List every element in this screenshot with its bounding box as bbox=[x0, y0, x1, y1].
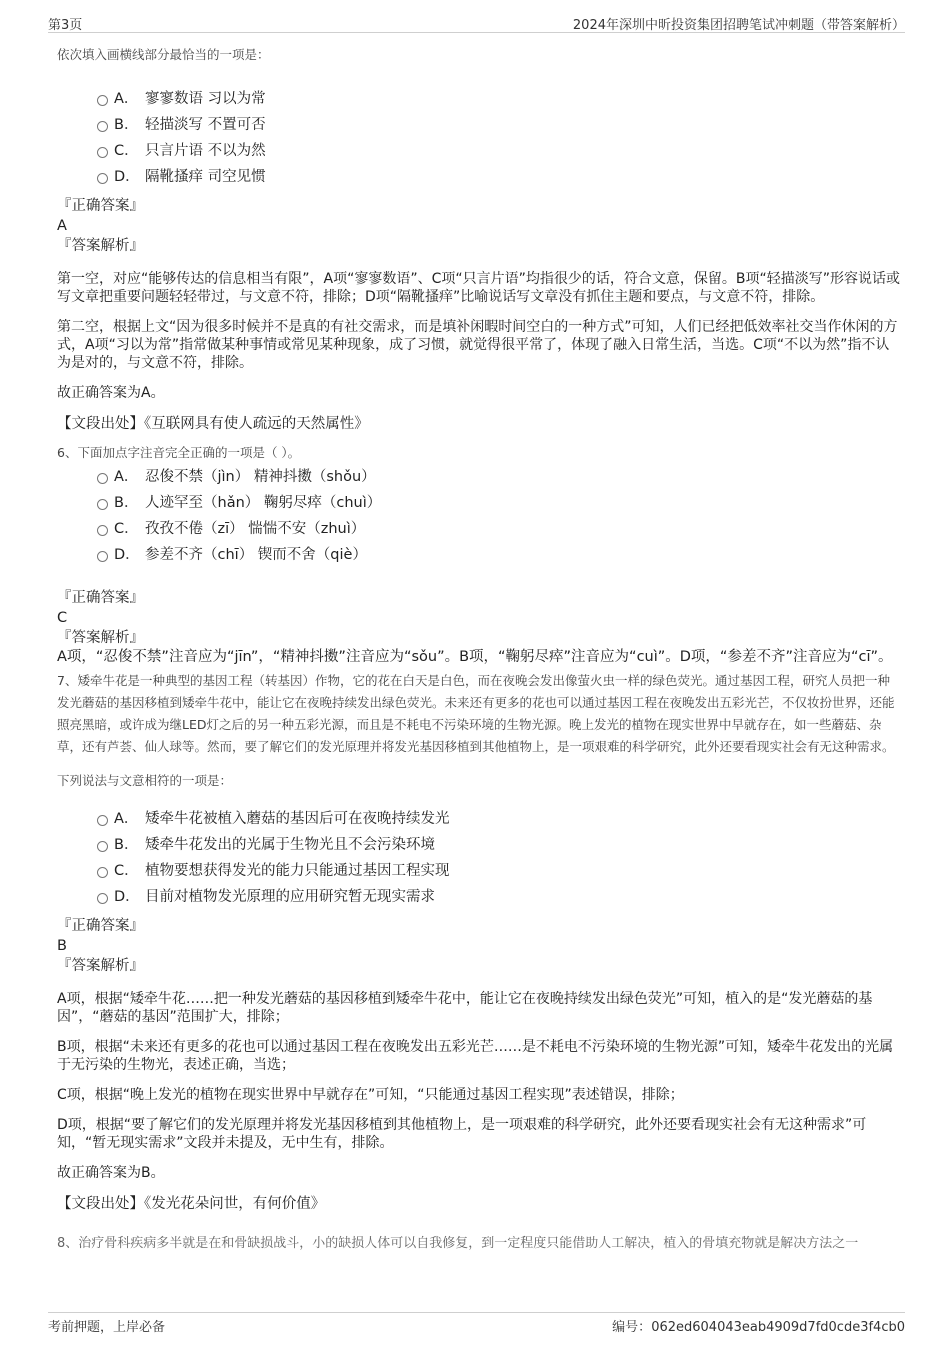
q7-stem: 下列说法与文意相符的一项是： bbox=[57, 773, 233, 788]
q5-analysis-label: 『答案解析』 bbox=[57, 238, 144, 254]
q5-answer-label: 『正确答案』 bbox=[57, 198, 144, 214]
option-letter: B． bbox=[114, 495, 139, 511]
analysis-paragraph: B项，根据“未来还有更多的花也可以通过基因工程在夜晚发出五彩光芒……是不耗电不污染环境的生物光源”可知，矮牵牛花发出的光属于无污染的生物光，表述正确，当选； bbox=[57, 1039, 894, 1073]
q6-answer: C bbox=[57, 610, 68, 626]
footer-slogan: 考前押题，上岸必备 bbox=[48, 1320, 166, 1335]
q7-options bbox=[57, 806, 902, 910]
q5-analysis bbox=[57, 270, 902, 402]
option-letter: C． bbox=[114, 863, 139, 879]
q7-source: 【文段出处】《发光花朵问世，有何价值》 bbox=[57, 1196, 326, 1212]
option-b[interactable] bbox=[57, 490, 902, 516]
radio-button-icon[interactable] bbox=[97, 841, 108, 852]
analysis-paragraph: A项，“忍俊不禁”注音应为“jīn”，“精神抖擞”注音应为“sǒu”。B项，“鞠躬尽瘁”注音应为“cuì”。D项，“参差不齐”注音应为“cī”。 bbox=[57, 649, 893, 665]
page-number: 第3页 bbox=[48, 18, 83, 33]
q5-source: 【文段出处】《互联网具有使人疏远的天然属性》 bbox=[57, 416, 369, 432]
radio-button-icon[interactable] bbox=[97, 893, 108, 904]
analysis-paragraph: D项，根据“要了解它们的发光原理并将发光基因移植到其他植物上，是一项艰难的科学研究，此外还要看现实社会有无这种需求”可知，“暂无现实需求”文段并未提及，无中生有，排除。 bbox=[57, 1117, 867, 1151]
q6-options bbox=[57, 464, 902, 568]
q6-analysis bbox=[57, 648, 902, 666]
option-letter: D． bbox=[114, 169, 140, 185]
page-footer bbox=[48, 1312, 905, 1333]
q7-analysis-label: 『答案解析』 bbox=[57, 958, 144, 974]
option-a[interactable] bbox=[57, 806, 902, 832]
option-letter: A． bbox=[114, 91, 139, 107]
radio-button-icon[interactable] bbox=[97, 95, 108, 106]
option-letter: B． bbox=[114, 837, 139, 853]
option-text: 忍俊不禁（jìn） 精神抖擞（shǒu） bbox=[145, 469, 376, 485]
document-code bbox=[612, 1316, 905, 1335]
option-letter: A． bbox=[114, 811, 139, 827]
page-header bbox=[48, 12, 905, 33]
radio-button-icon[interactable] bbox=[97, 525, 108, 536]
radio-button-icon[interactable] bbox=[97, 867, 108, 878]
analysis-paragraph: 故正确答案为A。 bbox=[57, 385, 165, 401]
option-d[interactable] bbox=[57, 164, 902, 190]
document-title: 2024年深圳中昕投资集团招聘笔试冲刺题（带答案解析） bbox=[572, 18, 905, 33]
analysis-paragraph: A项，根据“矮牵牛花……把一种发光蘑菇的基因移植到矮牵牛花中，能让它在夜晚持续发出绿色荧光”可知，植入的是“发光蘑菇的基因”，“蘑菇的基因”范围扩大，排除； bbox=[57, 991, 873, 1025]
radio-button-icon[interactable] bbox=[97, 499, 108, 510]
option-letter: C． bbox=[114, 521, 139, 537]
option-text: 人迹罕至（hǎn） 鞠躬尽瘁（chuì） bbox=[145, 495, 382, 511]
option-letter: C． bbox=[114, 143, 139, 159]
analysis-paragraph: 第一空，对应“能够传达的信息相当有限”，A项“寥寥数语”、C项“只言片语”均指很少的话，符合文意，保留。B项“轻描淡写”形容说话或写文章把重要问题轻轻带过，与文意不符，排除；D项“隔靴搔痒”比喻说话写文章没有抓住主题和要点，与文意不符，排除。 bbox=[57, 271, 900, 305]
option-text: 轻描淡写 不置可否 bbox=[145, 117, 266, 133]
option-text: 矮牵牛花发出的光属于生物光且不会污染环境 bbox=[145, 837, 435, 853]
radio-button-icon[interactable] bbox=[97, 815, 108, 826]
q8-stem-cut: 8、治疗骨科疾病多半就是在和骨缺损战斗，小的缺损人体可以自我修复，到一定程度只能借助人工解决，植入的骨填充物就是解决方法之一 bbox=[57, 1236, 859, 1251]
option-text: 参差不齐（chī） 锲而不舍（qiè） bbox=[145, 547, 367, 563]
q6-answer-label: 『正确答案』 bbox=[57, 590, 144, 606]
radio-button-icon[interactable] bbox=[97, 121, 108, 132]
analysis-paragraph: 故正确答案为B。 bbox=[57, 1165, 165, 1181]
q7-answer-label: 『正确答案』 bbox=[57, 918, 144, 934]
option-text: 植物要想获得发光的能力只能通过基因工程实现 bbox=[145, 863, 450, 879]
radio-button-icon[interactable] bbox=[97, 473, 108, 484]
option-text: 隔靴搔痒 司空见惯 bbox=[145, 169, 266, 185]
analysis-paragraph: C项，根据“晚上发光的植物在现实世界中早就存在”可知，“只能通过基因工程实现”表述错误，排除； bbox=[57, 1087, 684, 1103]
q5-answer: A bbox=[57, 218, 67, 234]
q5-stem: 依次填入画横线部分最恰当的一项是： bbox=[57, 47, 270, 62]
radio-button-icon[interactable] bbox=[97, 551, 108, 562]
option-letter: D． bbox=[114, 547, 140, 563]
q6-analysis-label: 『答案解析』 bbox=[57, 630, 144, 646]
document-body bbox=[57, 44, 902, 1298]
radio-button-icon[interactable] bbox=[97, 173, 108, 184]
q6-stem: 6、下面加点字注音完全正确的一项是（ ）。 bbox=[57, 445, 301, 460]
q7-analysis bbox=[57, 990, 902, 1182]
radio-button-icon[interactable] bbox=[97, 147, 108, 158]
option-text: 目前对植物发光原理的应用研究暂无现实需求 bbox=[145, 889, 435, 905]
option-a[interactable] bbox=[57, 86, 902, 112]
option-b[interactable] bbox=[57, 112, 902, 138]
option-c[interactable] bbox=[57, 516, 902, 542]
option-d[interactable] bbox=[57, 542, 902, 568]
option-c[interactable] bbox=[57, 138, 902, 164]
option-text: 孜孜不倦（zī） 惴惴不安（zhuì） bbox=[145, 521, 366, 537]
option-c[interactable] bbox=[57, 858, 902, 884]
option-text: 只言片语 不以为然 bbox=[145, 143, 266, 159]
q5-options bbox=[57, 86, 902, 190]
q7-answer: B bbox=[57, 938, 67, 954]
q7-passage: 7、矮牵牛花是一种典型的基因工程（转基因）作物，它的花在白天是白色，而在夜晚会发出像萤火虫一样的绿色荧光。通过基因工程，研究人员把一种发光蘑菇的基因移植到矮牵牛花中，能让它在夜晚持续发出绿色荧光。未来还有更多的花也可以通过基因工程在夜晚发出五彩光芒，不仅妆扮世界，还能照亮黑暗，或许成为继LED灯之后的另一种五彩光源，而且是不耗电不污染环境的生物光源。晚上发光的植物在现实世界中早就存在，如一些蘑菇、杂草，还有芦荟、仙人球等。然而，要了解它们的发光原理并将发光基因移植到其他植物上，是一项艰难的科学研究，此外还要看现实社会有无这种需求。 bbox=[57, 673, 895, 754]
option-b[interactable] bbox=[57, 832, 902, 858]
option-text: 寥寥数语 习以为常 bbox=[145, 91, 266, 107]
analysis-paragraph: 第二空，根据上文“因为很多时候并不是真的有社交需求，而是填补闲暇时间空白的一种方式”可知，人们已经把低效率社交当作休闲的方式，A项“习以为常”指常做某种事情或常见某种现象，成了习惯，就觉得很平常了，体现了融入日常生活，当选。C项“不以为然”指不认为是对的，与文意不符，排除。 bbox=[57, 319, 898, 371]
option-a[interactable] bbox=[57, 464, 902, 490]
option-d[interactable] bbox=[57, 884, 902, 910]
document-code-value: 062ed604043eab4909d7fd0cde3f4cb0 bbox=[651, 1320, 905, 1335]
option-letter: B． bbox=[114, 117, 139, 133]
document-code-label: 编号： bbox=[612, 1320, 652, 1335]
option-letter: D． bbox=[114, 889, 140, 905]
option-text: 矮牵牛花被植入蘑菇的基因后可在夜晚持续发光 bbox=[145, 811, 450, 827]
option-letter: A． bbox=[114, 469, 139, 485]
